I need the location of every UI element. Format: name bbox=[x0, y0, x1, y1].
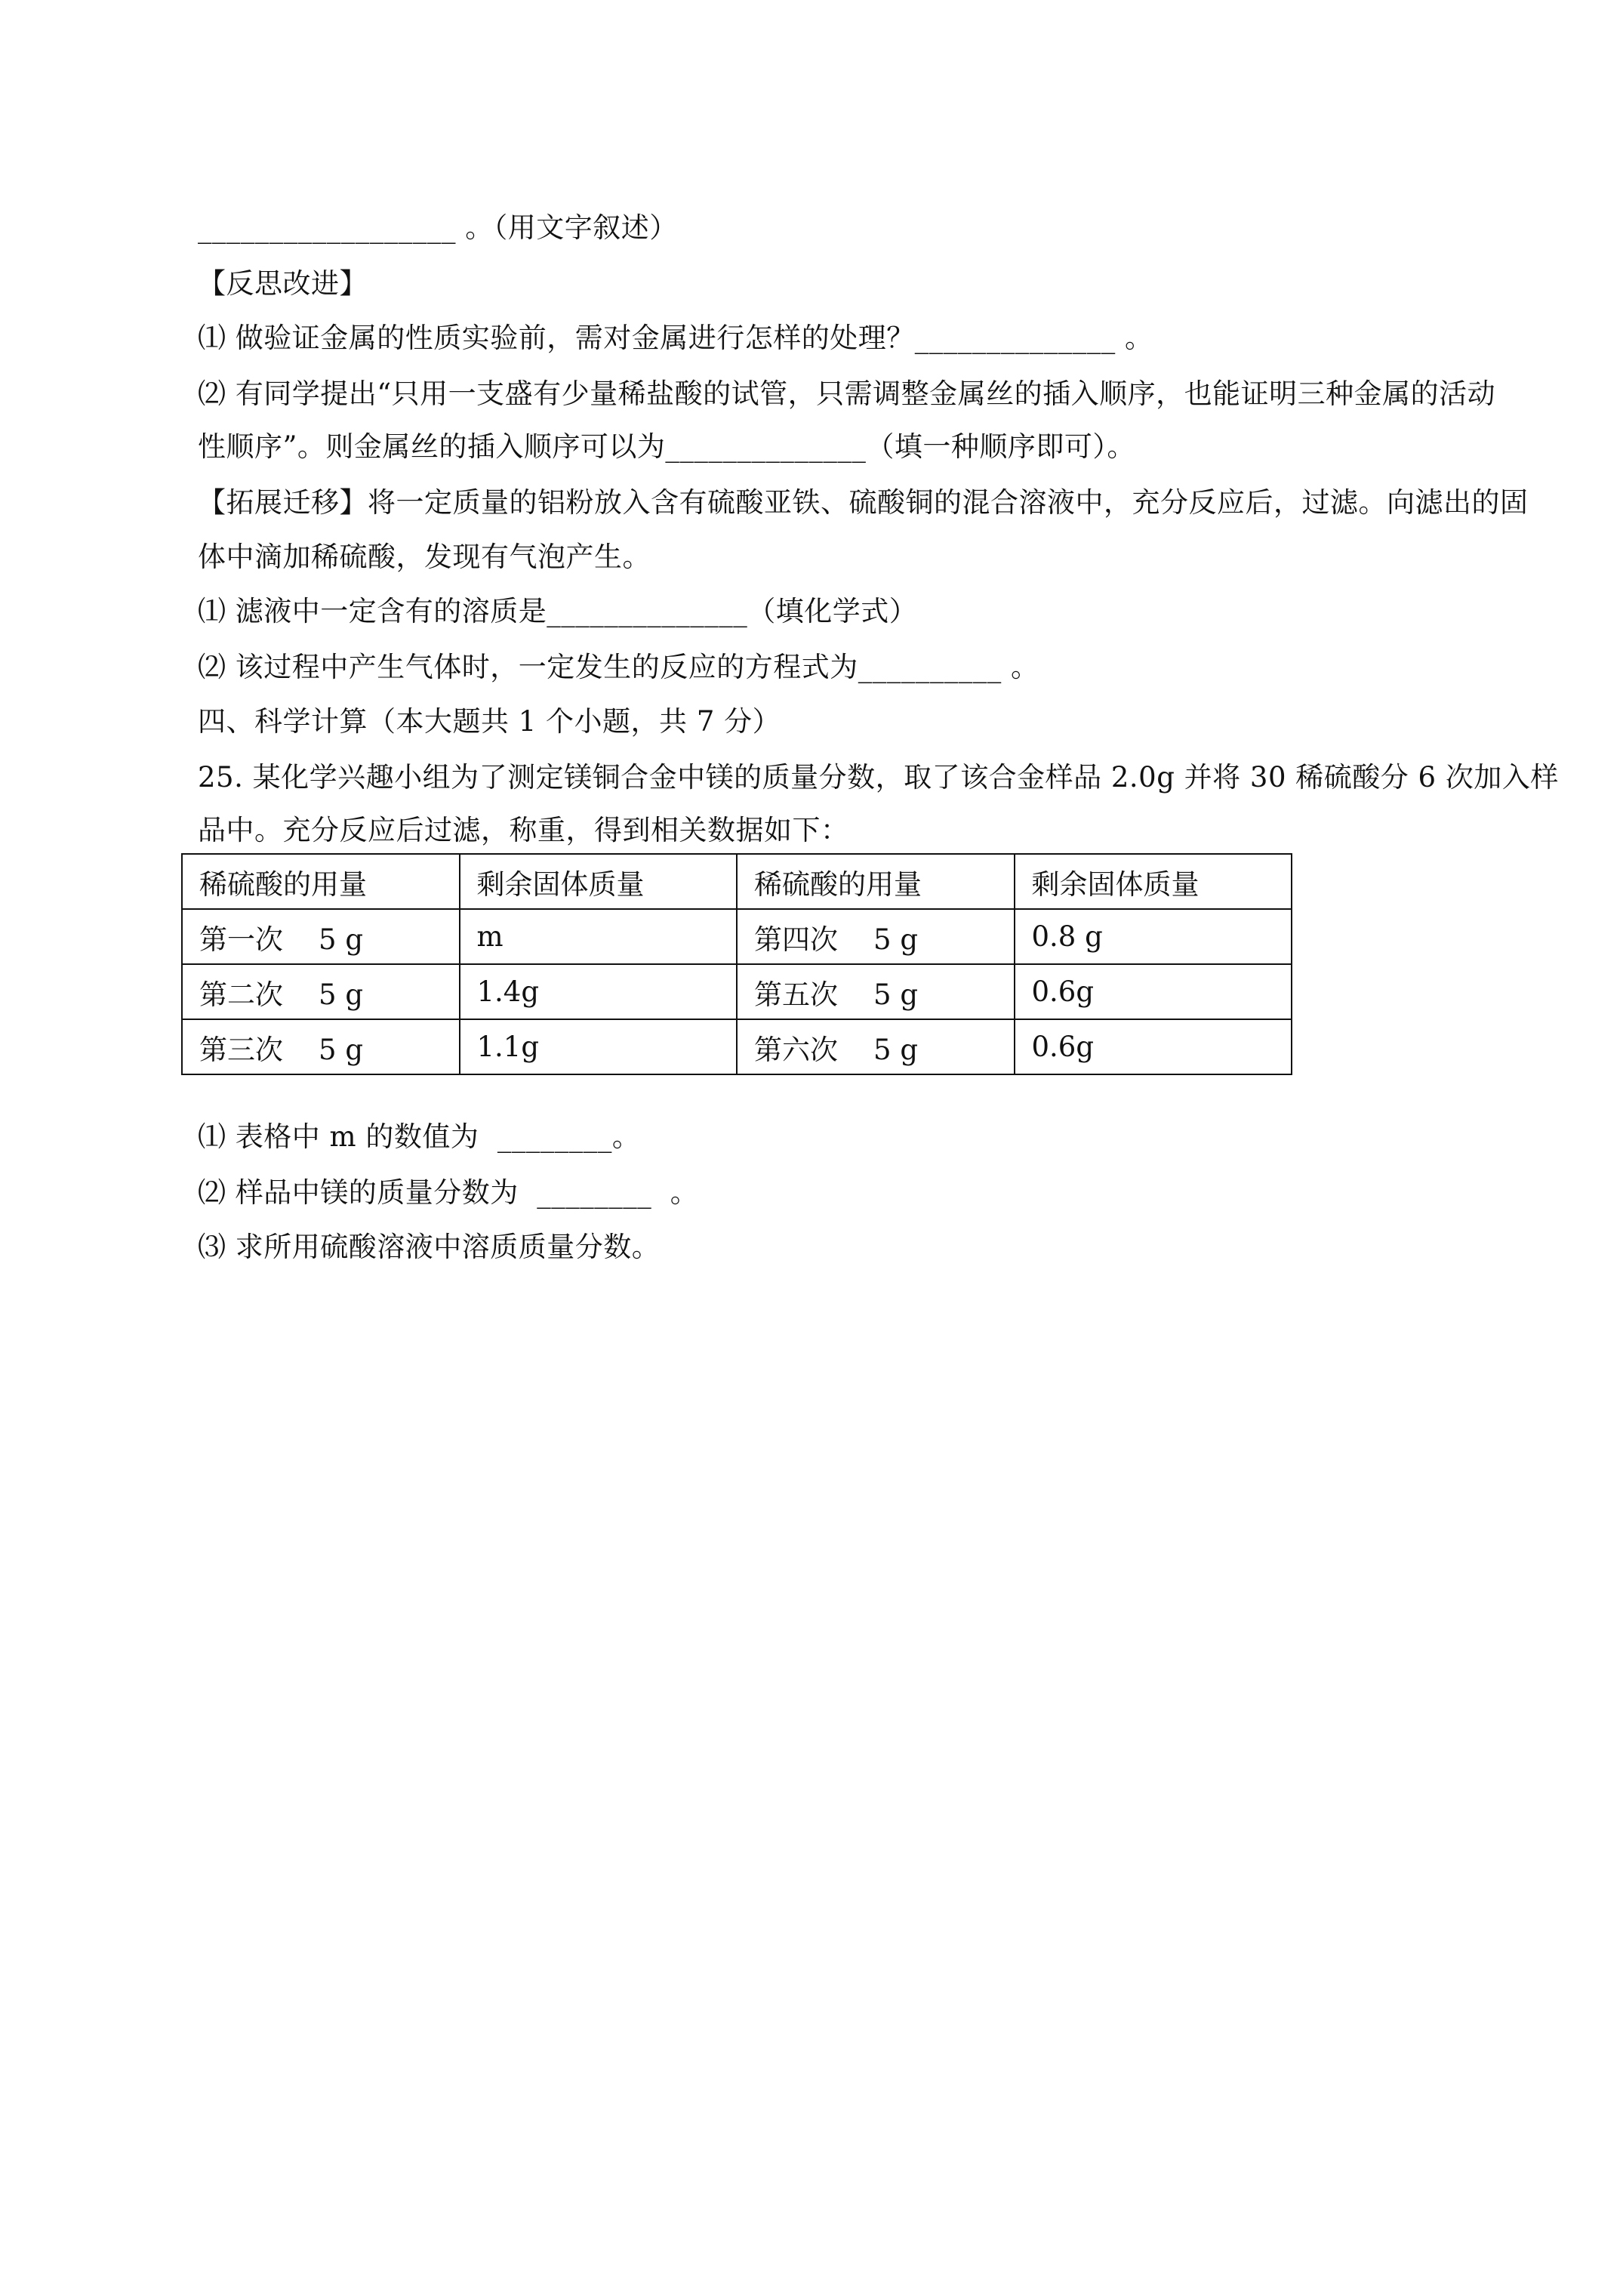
table-cell: 1.4g bbox=[460, 964, 738, 1019]
table-cell: 第四次 5 g bbox=[737, 909, 1015, 964]
table-cell: 第六次 5 g bbox=[737, 1019, 1015, 1074]
table-header-cell: 剩余固体质量 bbox=[460, 854, 738, 909]
section-heading-reflection: 【反思改进】 bbox=[198, 267, 368, 300]
table-header-cell: 剩余固体质量 bbox=[1015, 854, 1292, 909]
table-cell: 第一次 5 g bbox=[182, 909, 460, 964]
table-row bbox=[182, 909, 1292, 964]
section-paragraph-extension: 【拓展迁移】将一定质量的铝粉放入含有硫酸亚铁、硫酸铜的混合溶液中，充分反应后，过滤。向滤出的固 bbox=[198, 486, 1529, 519]
table-row bbox=[182, 964, 1292, 1019]
table-cell: 0.6g bbox=[1015, 964, 1292, 1019]
question-text: 性顺序”。则金属丝的插入顺序可以为______________（填一种顺序即可）。 bbox=[198, 430, 1135, 463]
table-header-cell: 稀硫酸的用量 bbox=[737, 854, 1015, 909]
table-cell: m bbox=[460, 909, 738, 964]
problem-statement: 品中。充分反应后过滤，称重，得到相关数据如下： bbox=[198, 814, 849, 846]
sub-question: ⑵ 样品中镁的质量分数为 ________ 。 bbox=[198, 1176, 699, 1209]
sub-question: ⑴ 表格中 m 的数值为 ________。 bbox=[198, 1120, 641, 1153]
table-cell: 0.8 g bbox=[1015, 909, 1292, 964]
question-text: ⑵ 有同学提出“只用一支盛有少量稀盐酸的试管，只需调整金属丝的插入顺序，也能证明三种金属的活动 bbox=[198, 378, 1496, 410]
table-header-cell: 稀硫酸的用量 bbox=[182, 854, 460, 909]
table-cell: 第三次 5 g bbox=[182, 1019, 460, 1074]
data-table bbox=[181, 853, 1292, 1075]
problem-statement: 25. 某化学兴趣小组为了测定镁铜合金中镁的质量分数，取了该合金样品 2.0g 并将 30 稀硫酸分 6 次加入样 bbox=[198, 761, 1559, 794]
table-cell: 1.1g bbox=[460, 1019, 738, 1074]
table-cell: 第五次 5 g bbox=[737, 964, 1015, 1019]
sub-question: ⑶ 求所用硫酸溶液中溶质质量分数。 bbox=[198, 1231, 661, 1263]
question-text: ⑴ 滤液中一定含有的溶质是______________（填化学式） bbox=[198, 595, 918, 627]
table-header-row bbox=[182, 854, 1292, 909]
table-row bbox=[182, 1019, 1292, 1074]
table-cell: 第二次 5 g bbox=[182, 964, 460, 1019]
section-heading-calculation: 四、科学计算（本大题共 1 个小题，共 7 分） bbox=[198, 705, 781, 738]
question-text: ⑴ 做验证金属的性质实验前，需对金属进行怎样的处理？______________ 。 bbox=[198, 322, 1153, 354]
question-text: ⑵ 该过程中产生气体时，一定发生的反应的方程式为__________ 。 bbox=[198, 651, 1039, 683]
answer-line-text: __________________ 。（用文字叙述） bbox=[198, 211, 678, 244]
table-cell: 0.6g bbox=[1015, 1019, 1292, 1074]
paragraph-text: 体中滴加稀硫酸，发现有气泡产生。 bbox=[198, 541, 651, 573]
